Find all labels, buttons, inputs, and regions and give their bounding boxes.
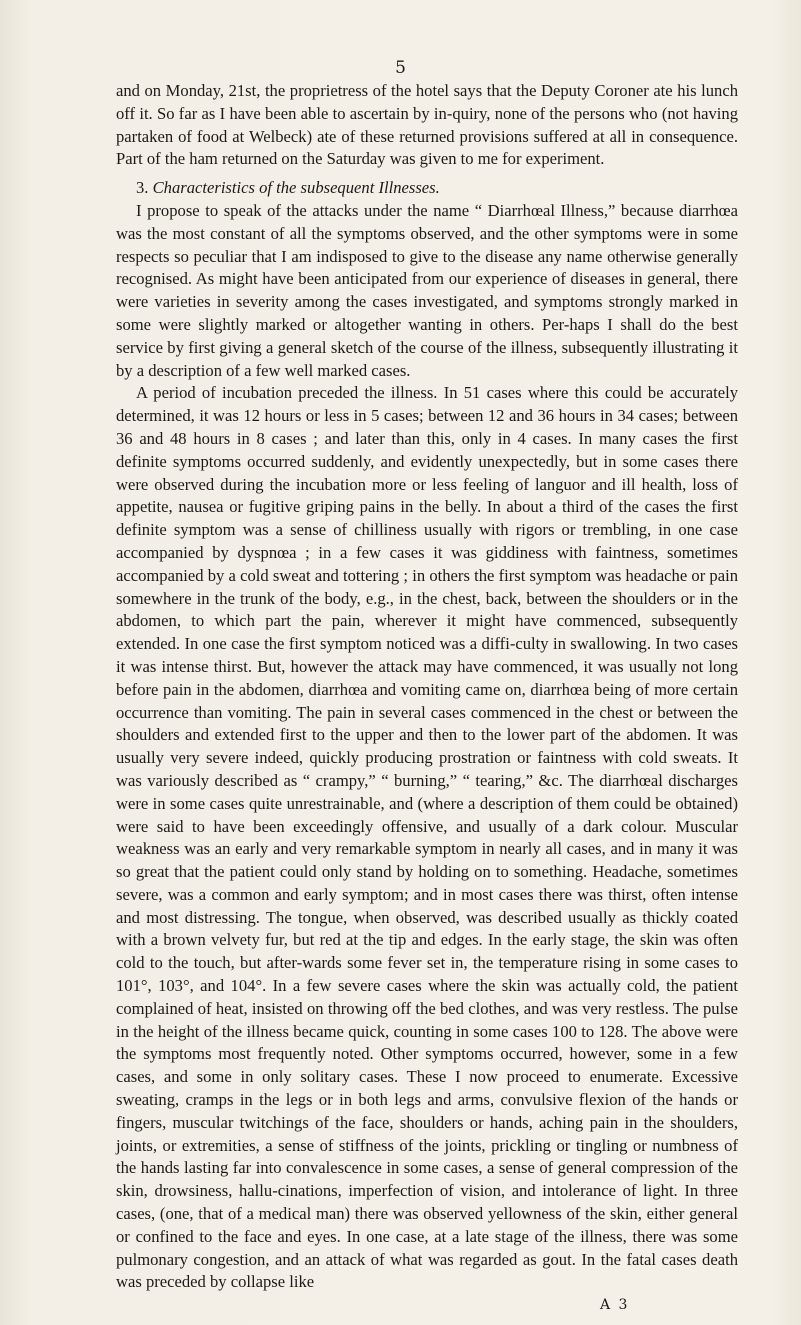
paragraph-naming: I propose to speak of the attacks under the name “ Diarrhœal Illness,” because diarrhœa was the most constant of all the symptoms observed, and the other symptoms were in some respects so peculiar that I am indisposed to give to the disease any name otherwise generally recognised. As might have been anticipated from our experience of diseases in general, there were varieties in severity among the cases investigated, and symptoms strongly marked in some were slightly marked or altogether wanting in others. Per-haps I shall do the best service by first giving a general sketch of the course of the illness, subsequently illustrating it by a description of a few well marked cases. xyxy=(116,200,738,380)
section-heading xyxy=(116,177,738,200)
printer-signature: A 3 xyxy=(600,1297,630,1313)
paragraph-continuation: and on Monday, 21st, the proprietress of the hotel says that the Deputy Coroner ate his lunch off it. So far as I have been able to ascertain by in-quiry, none of the persons who (not having partaken of food at Welbeck) ate of these returned provisions suffered at all in consequence. Part of the ham returned on the Saturday was given to me for experiment. xyxy=(116,81,738,169)
page-number: 5 xyxy=(395,58,406,78)
section-number: 3. xyxy=(136,178,149,198)
paragraph-incubation: A period of incubation preceded the illness. In 51 cases where this could be accurately determined, it was 12 hours or less in 5 cases; between 12 and 36 hours in 34 cases; between 36 and 48 hours in 8 cases ; and later than this, only in 4 cases. In many cases the first definite symptoms occurred suddenly, and evidently unexpectedly, but in some cases there were observed during the incubation more or less feeling of languor and ill health, loss of appetite, nausea or fugitive griping pains in the belly. In about a third of the cases the first definite symptom was a sense of chilliness usually with rigors or trembling, in one case accompanied by dyspnœa ; in a few cases it was giddiness with faintness, sometimes accompanied by a cold sweat and tottering ; in others the first symptom was headache or pain somewhere in the trunk of the body, e.g., in the chest, back, between the shoulders or in the abdomen, to which part the pain, wherever it might have commenced, subsequently extended. In one case the first symptom noticed was a diffi-culty in swallowing. In two cases it was intense thirst. But, however the attack may have commenced, it was usually not long before pain in the abdomen, diarrhœa and vomiting came on, diarrhœa being of more certain occurrence than vomiting. The pain in several cases commenced in the chest or between the shoulders and extended first to the upper and then to the lower part of the abdomen. It was usually very severe indeed, quickly producing prostration or faintness with cold sweats. It was variously described as “ crampy,” “ burning,” “ tearing,” &c. The diarrhœal discharges were in some cases quite unrestrainable, and (where a description of them could be obtained) were said to have been exceedingly offensive, and usually of a dark colour. Muscular weakness was an early and very remarkable symptom in nearly all cases, and in many it was so great that the patient could only stand by holding on to something. Headache, sometimes severe, was a common and early symptom; and in most cases there was thirst, often intense and most distressing. The tongue, when observed, was described usually as thickly coated with a brown velvety fur, but red at the tip and edges. In the early stage, the skin was often cold to the touch, but after-wards some fever set in, the temperature rising in some cases to 101°, 103°, and 104°. In a few severe cases where the skin was actually cold, the patient complained of heat, insisted on throwing off the bed clothes, and was very restless. The pulse in the height of the illness became quick, counting in some cases 100 to 128. The above were the symptoms most frequently noted. Other symptoms occurred, however, some in a few cases, and some in only solitary cases. These I now proceed to enumerate. Excessive sweating, cramps in the legs or in both legs and arms, convulsive flexion of the hands or fingers, muscular twitchings of the face, shoulders or hands, aching pain in the shoulders, joints, or extremities, a sense of stiffness of the joints, prickling or tingling or numbness of the hands lasting far into convalescence in some cases, a sense of general compression of the skin, drowsiness, hallu-cinations, imperfection of vision, and intolerance of light. In three cases, (one, that of a medical man) there was observed yellowness of the skin, either general or confined to the face and eyes. In one case, at a late stage of the illness, there was some pulmonary congestion, and an attack of what was regarded as gout. In the fatal cases death was preceded by collapse like xyxy=(116,383,738,1292)
section-title: Characteristics of the subsequent Illnesses. xyxy=(152,178,440,198)
document-body xyxy=(116,80,738,1294)
